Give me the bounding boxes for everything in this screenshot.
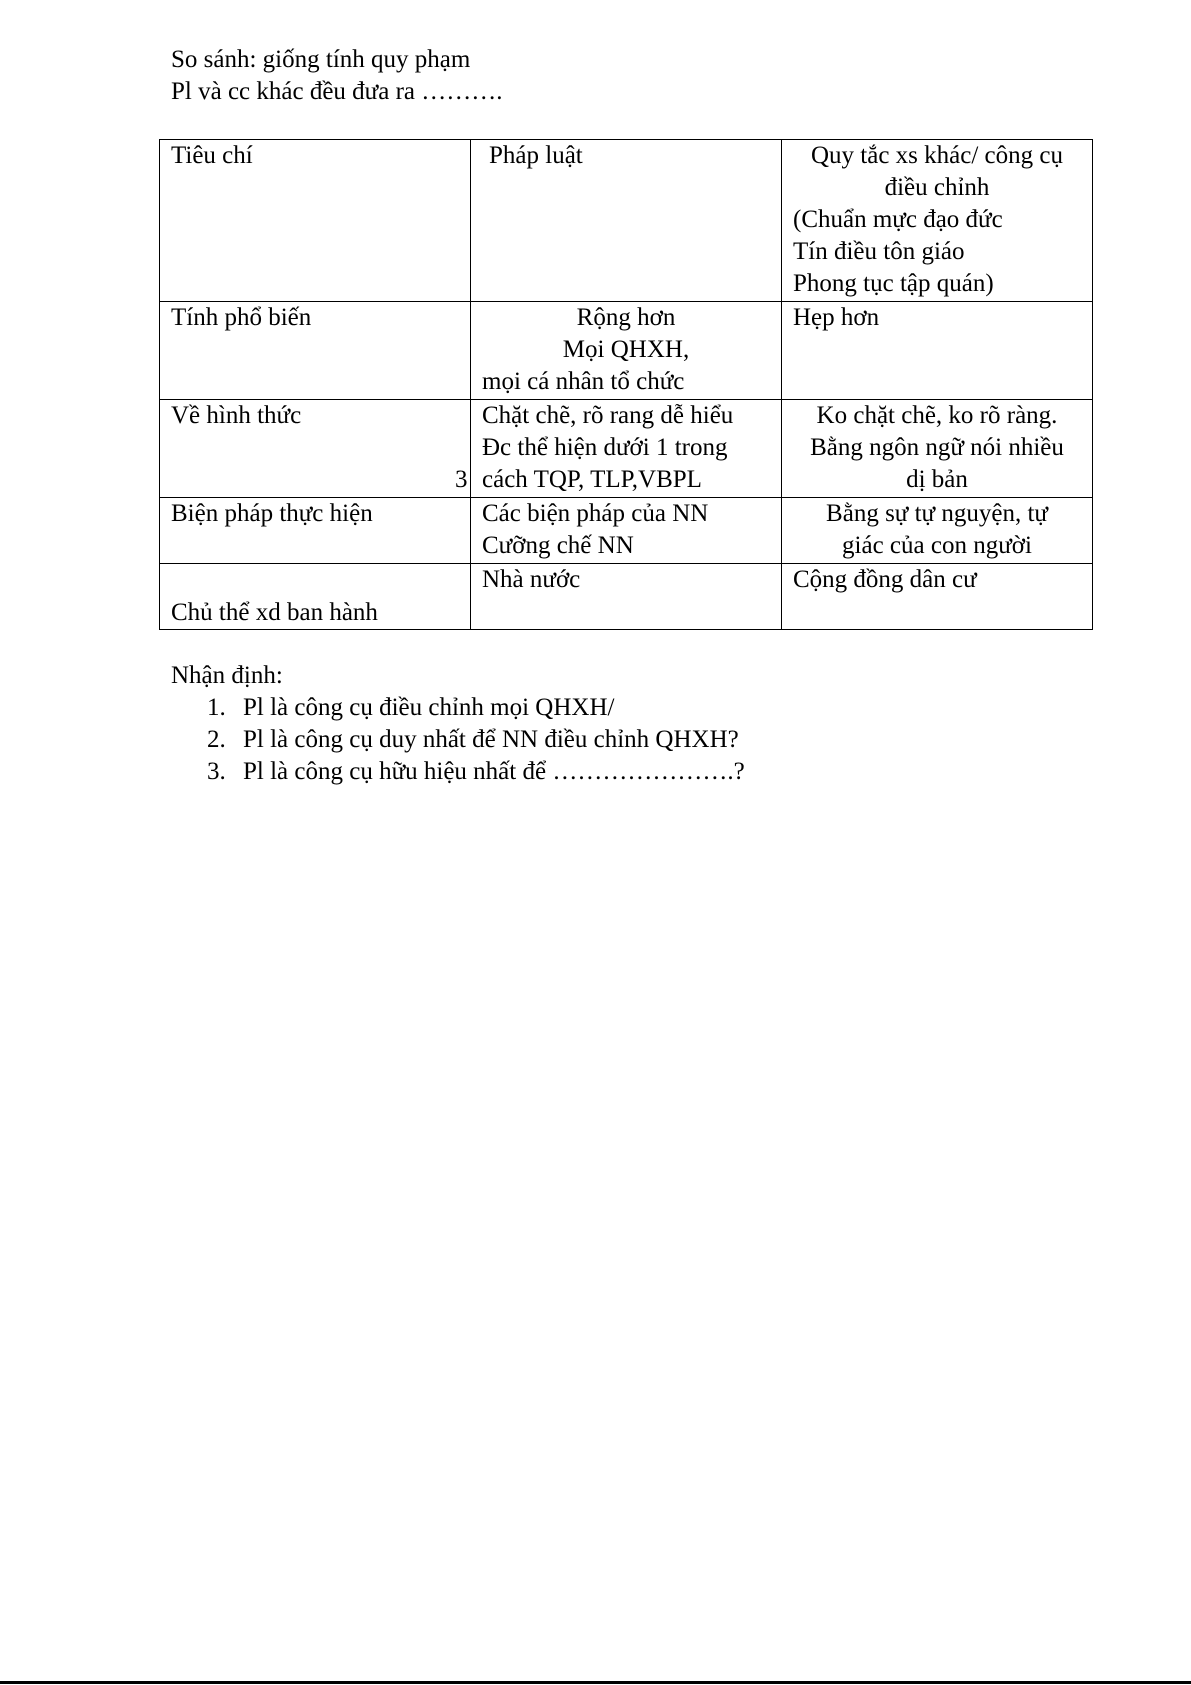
list-item-text: Pl là công cụ hữu hiệu nhất để ………………….? [243,758,745,785]
intro-line-1: So sánh: giống tính quy phạm [171,46,471,73]
row-other-line: Cộng đồng dân cư [793,566,977,593]
row-criteria: Tính phổ biến [171,304,312,331]
header-criteria-cell [160,140,471,302]
header-other-line: Tín điều tôn giáo [793,238,965,265]
row-other-line: giác của con người [842,532,1032,559]
row-law-line: Mọi QHXH, [562,336,690,363]
header-other-line: Phong tục tập quán) [793,270,994,297]
row-criteria-cell [160,498,471,564]
row-law-line: Nhà nước [482,566,581,593]
list-item [171,724,745,756]
list-item-number: 3. [207,758,226,785]
row-other-line: Hẹp hơn [793,304,880,331]
header-other-line: điều chỉnh [884,174,990,201]
assessment-block [171,660,745,788]
row-law-line: Chặt chẽ, rõ rang dễ hiểu [482,402,734,429]
list-item-text: Pl là công cụ điều chỉnh mọi QHXH/ [243,694,615,721]
table-row [160,498,1093,564]
header-other-line: (Chuẩn mực đạo đức [793,206,1003,233]
header-law-cell [471,140,782,302]
row-other-line: dị bản [906,466,968,493]
header-other-cell [782,140,1093,302]
list-item-number: 1. [207,694,226,721]
list-item [171,756,745,788]
row-law-line: Các biện pháp của NN [482,500,709,527]
row-other-line: Bằng ngôn ngữ nói nhiều [810,434,1064,461]
intro-line-2: Pl và cc khác đều đưa ra ………. [171,78,503,105]
row-law-line: Đc thể hiện dưới 1 trong [482,434,728,461]
row-law-cell [471,564,782,630]
row-law-line: Cưỡng chế NN [482,532,634,559]
row-criteria: Về hình thức [171,402,302,429]
table-row [160,564,1093,630]
header-criteria: Tiêu chí [171,142,253,169]
row-law-cell [455,400,782,498]
row-other-cell [782,498,1093,564]
row-other-cell [782,564,1093,630]
table-row [160,302,1093,400]
intro-block [171,44,503,108]
table-header-row [160,140,1093,302]
page-bottom-rule [0,1681,1191,1684]
row-law-line: cách TQP, TLP,VBPL [482,466,702,493]
row-law-line: Rộng hơn [576,304,676,331]
header-other-line: Quy tắc xs khác/ công cụ [810,142,1063,169]
table-row [160,400,1093,498]
row-law-cell [471,498,782,564]
assessment-heading: Nhận định: [171,662,283,689]
row-criteria: Biện pháp thực hiện [171,500,373,527]
list-item-text: Pl là công cụ duy nhất để NN điều chỉnh QHXH? [243,726,739,753]
row-criteria-cell [160,400,471,498]
row-criteria-cell [160,564,471,630]
row-other-line: Bằng sự tự nguyện, tự [826,500,1048,527]
list-item [171,692,745,724]
row-other-cell [782,302,1093,400]
row-criteria-cell [160,302,471,400]
row-law-line-wrapped [455,464,770,496]
comparison-table [159,139,1093,630]
row-criteria: Chủ thể xd ban hành [171,599,378,626]
row-other-line: Ko chặt chẽ, ko rõ ràng. [816,402,1058,429]
header-law: Pháp luật [489,142,583,169]
row-law-overflow-number: 3 [455,466,468,493]
row-law-line: mọi cá nhân tổ chức [482,368,685,395]
row-law-cell [471,302,782,400]
list-item-number: 2. [207,726,226,753]
row-other-cell [782,400,1093,498]
assessment-list [171,692,745,788]
